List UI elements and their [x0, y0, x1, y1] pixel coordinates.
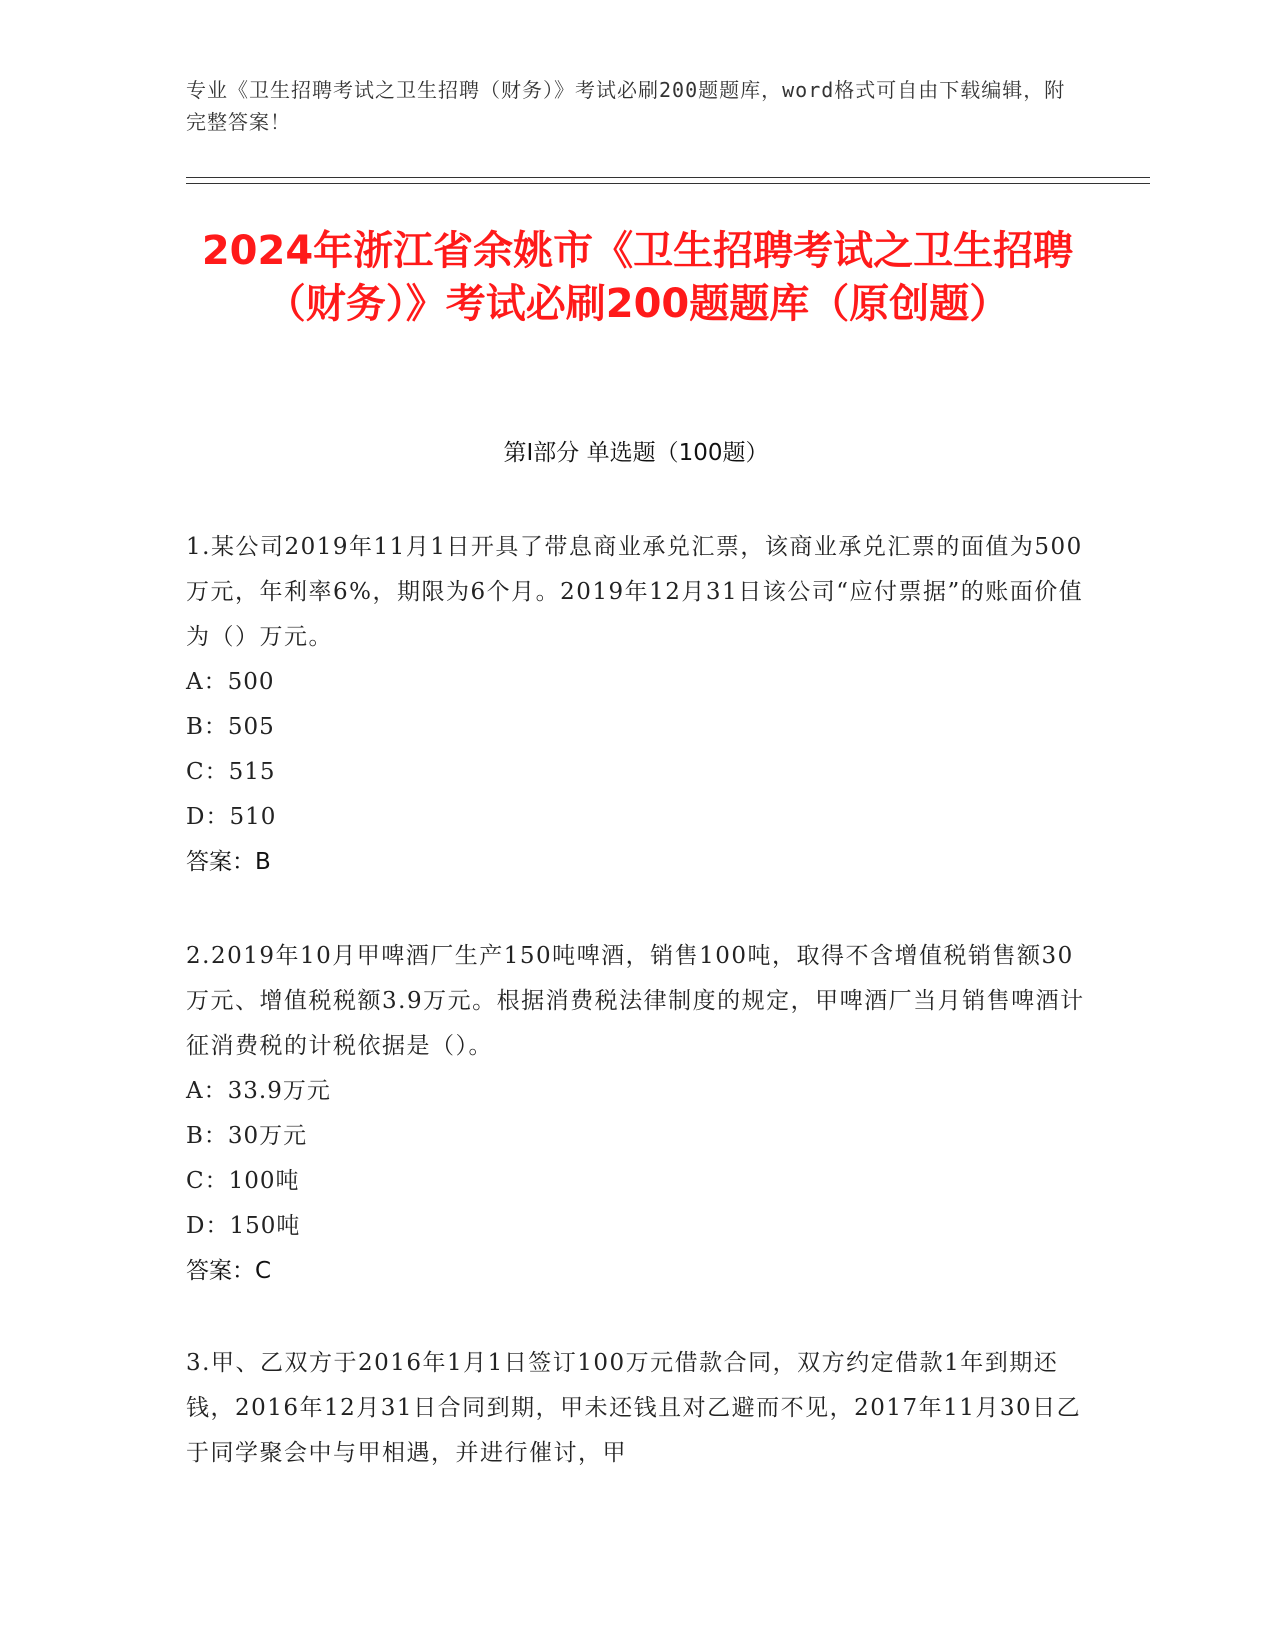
header-divider-bottom — [186, 183, 1150, 184]
document-title: 2024年浙江省余姚市《卫生招聘考试之卫生招聘（财务）》考试必刷200题题库（原创题） — [201, 228, 1074, 327]
answer: 答案：B — [186, 849, 271, 875]
header-divider-top — [186, 177, 1150, 178]
option-a: A：500 — [186, 669, 275, 695]
option-a: A：33.9万元 — [186, 1078, 331, 1104]
header-note: 专业《卫生招聘考试之卫生招聘（财务）》考试必刷200题题库，word格式可自由下载编辑，附完整答案！ — [186, 78, 1066, 134]
question-text: 2.2019年10月甲啤酒厂生产150吨啤酒，销售100吨，取得不含增值税销售额30万元、增值税税额3.9万元。根据消费税法律制度的规定，甲啤酒厂当月销售啤酒计征消费税的计税依据是（）。 — [186, 943, 1085, 1059]
option-d: D：150吨 — [186, 1213, 301, 1239]
question-3 — [186, 1341, 1091, 1476]
question-text: 3.甲、乙双方于2016年1月1日签订100万元借款合同，双方约定借款1年到期还钱，2016年12月31日合同到期，甲未还钱且对乙避而不见，2017年11月30日乙于同学聚会中与甲相遇，并进行催讨，甲 — [186, 1350, 1082, 1466]
option-b: B：30万元 — [186, 1123, 308, 1149]
section-title: 第Ⅰ部分 单选题（100题） — [503, 440, 769, 466]
option-c: C：100吨 — [186, 1168, 300, 1194]
question-2 — [186, 934, 1091, 1294]
answer: 答案：C — [186, 1258, 272, 1284]
option-d: D：510 — [186, 804, 277, 830]
option-c: C：515 — [186, 759, 276, 785]
option-b: B：505 — [186, 714, 275, 740]
question-text: 1.某公司2019年11月1日开具了带息商业承兑汇票，该商业承兑汇票的面值为500万元，年利率6%，期限为6个月。2019年12月31日该公司“应付票据”的账面价值为（）万元。 — [186, 534, 1084, 650]
question-1 — [186, 525, 1091, 885]
